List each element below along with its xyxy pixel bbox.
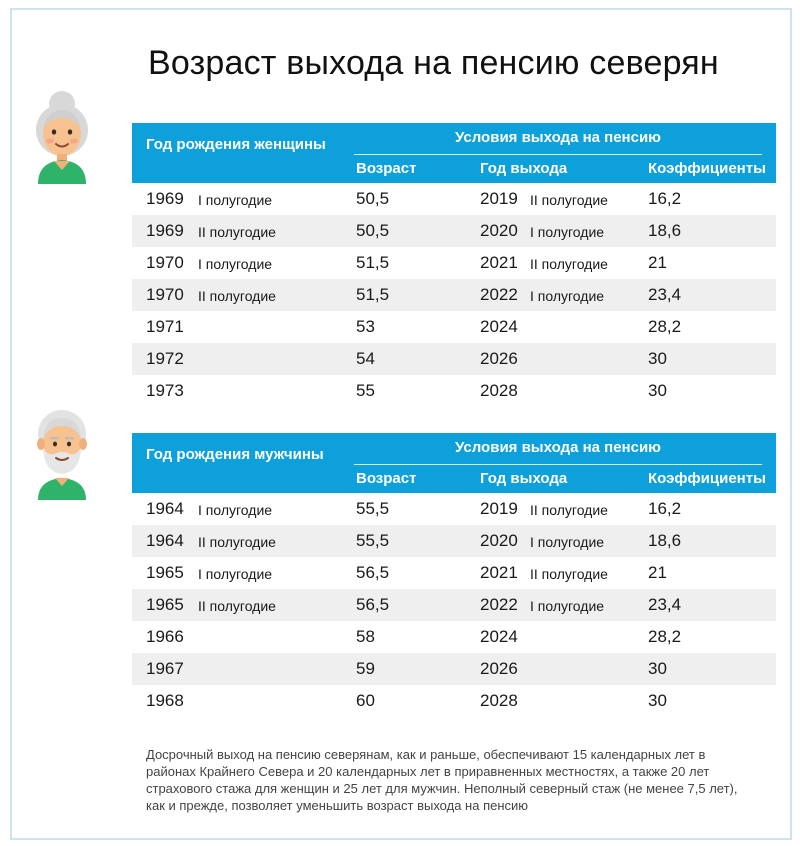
exit-half: I полугодие [530, 534, 605, 550]
retirement-age: 56,5 [356, 563, 390, 582]
coefficient: 16,2 [648, 189, 682, 208]
coefficient: 23,4 [648, 285, 682, 304]
header-coefficients: Коэффициенты [648, 160, 766, 177]
table-row [132, 247, 776, 279]
birth-half: II полугодие [198, 224, 276, 240]
table-row [132, 183, 776, 215]
birth-half: II полугодие [198, 598, 276, 614]
header-age: Возраст [356, 470, 417, 487]
header-conditions: Условия выхода на пенсию [455, 129, 661, 146]
coefficient: 18,6 [648, 531, 682, 550]
retirement-age: 50,5 [356, 221, 390, 240]
footnote: Досрочный выход на пенсию северянам, как и раньше, обеспечивают 15 календарных лет в районах Крайнего Севера и 20 календарных лет в приравненных местностях, а также 20 лет страхового стажа для женщин и 25 лет для мужчин. Неполный северный стаж (не менее 7,5 лет), как и прежде, позволяет уменьшить возраст выхода на пенсию [146, 747, 738, 813]
retirement-age: 55,5 [356, 499, 390, 518]
retirement-age: 60 [356, 691, 375, 710]
men-table-header [132, 433, 776, 493]
retirement-age: 54 [356, 349, 375, 368]
exit-year: 2022 [480, 595, 518, 614]
coefficient: 21 [648, 253, 667, 272]
exit-year: 2026 [480, 349, 518, 368]
table-row [132, 653, 776, 685]
table-row [132, 215, 776, 247]
header-divider [354, 464, 762, 465]
retirement-age: 50,5 [356, 189, 390, 208]
table-row [132, 375, 776, 407]
header-birth-year-women: Год рождения женщины [146, 136, 326, 153]
header-coefficients: Коэффициенты [648, 470, 766, 487]
coefficient: 18,6 [648, 221, 682, 240]
exit-year: 2024 [480, 627, 518, 646]
exit-year: 2020 [480, 221, 518, 240]
table-row [132, 311, 776, 343]
coefficient: 30 [648, 691, 667, 710]
header-exit-year: Год выхода [480, 470, 568, 487]
birth-year: 1971 [146, 317, 184, 336]
exit-half: II полугодие [530, 256, 608, 272]
birth-year: 1965 [146, 595, 184, 614]
birth-half: I полугодие [198, 192, 273, 208]
exit-year: 2026 [480, 659, 518, 678]
retirement-age: 58 [356, 627, 375, 646]
coefficient: 30 [648, 349, 667, 368]
retirement-age: 53 [356, 317, 375, 336]
birth-year: 1968 [146, 691, 184, 710]
coefficient: 30 [648, 381, 667, 400]
header-age: Возраст [356, 160, 417, 177]
coefficient: 23,4 [648, 595, 682, 614]
coefficient: 16,2 [648, 499, 682, 518]
table-row [132, 557, 776, 589]
birth-year: 1967 [146, 659, 184, 678]
birth-year: 1965 [146, 563, 184, 582]
birth-year: 1966 [146, 627, 184, 646]
header-divider [354, 154, 762, 155]
birth-half: II полугодие [198, 534, 276, 550]
retirement-age: 59 [356, 659, 375, 678]
table-row [132, 279, 776, 311]
coefficient: 28,2 [648, 627, 682, 646]
exit-year: 2028 [480, 381, 518, 400]
retirement-age: 51,5 [356, 253, 390, 272]
exit-half: I полугодие [530, 288, 605, 304]
header-conditions: Условия выхода на пенсию [455, 439, 661, 456]
birth-half: II полугодие [198, 288, 276, 304]
coefficient: 30 [648, 659, 667, 678]
exit-year: 2019 [480, 189, 518, 208]
birth-year: 1964 [146, 531, 184, 550]
table-row [132, 589, 776, 621]
retirement-age: 55,5 [356, 531, 390, 550]
men-table [132, 433, 776, 717]
table-row [132, 493, 776, 525]
exit-year: 2022 [480, 285, 518, 304]
birth-half: I полугодие [198, 566, 273, 582]
women-table-header [132, 123, 776, 183]
men-table-body [132, 493, 776, 717]
birth-year: 1969 [146, 189, 184, 208]
coefficient: 21 [648, 563, 667, 582]
exit-year: 2024 [480, 317, 518, 336]
table-row [132, 621, 776, 653]
coefficient: 28,2 [648, 317, 682, 336]
birth-year: 1973 [146, 381, 184, 400]
exit-half: I полугодие [530, 598, 605, 614]
women-table [132, 123, 776, 407]
retirement-age: 51,5 [356, 285, 390, 304]
grandmother-avatar-icon [30, 84, 94, 184]
table-row [132, 525, 776, 557]
retirement-age: 56,5 [356, 595, 390, 614]
birth-year: 1964 [146, 499, 184, 518]
women-table-body [132, 183, 776, 407]
page-title: Возраст выхода на пенсию северян [148, 44, 719, 82]
exit-half: II полугодие [530, 502, 608, 518]
retirement-age: 55 [356, 381, 375, 400]
birth-year: 1970 [146, 285, 184, 304]
exit-year: 2021 [480, 253, 518, 272]
birth-half: I полугодие [198, 256, 273, 272]
exit-year: 2019 [480, 499, 518, 518]
birth-year: 1969 [146, 221, 184, 240]
grandfather-avatar-icon [30, 400, 94, 500]
birth-year: 1972 [146, 349, 184, 368]
exit-year: 2028 [480, 691, 518, 710]
exit-half: II полугодие [530, 192, 608, 208]
header-exit-year: Год выхода [480, 160, 568, 177]
header-birth-year-men: Год рождения мужчины [146, 446, 324, 463]
birth-year: 1970 [146, 253, 184, 272]
birth-half: I полугодие [198, 502, 273, 518]
exit-half: I полугодие [530, 224, 605, 240]
table-row [132, 343, 776, 375]
exit-year: 2020 [480, 531, 518, 550]
table-row [132, 685, 776, 717]
exit-year: 2021 [480, 563, 518, 582]
exit-half: II полугодие [530, 566, 608, 582]
